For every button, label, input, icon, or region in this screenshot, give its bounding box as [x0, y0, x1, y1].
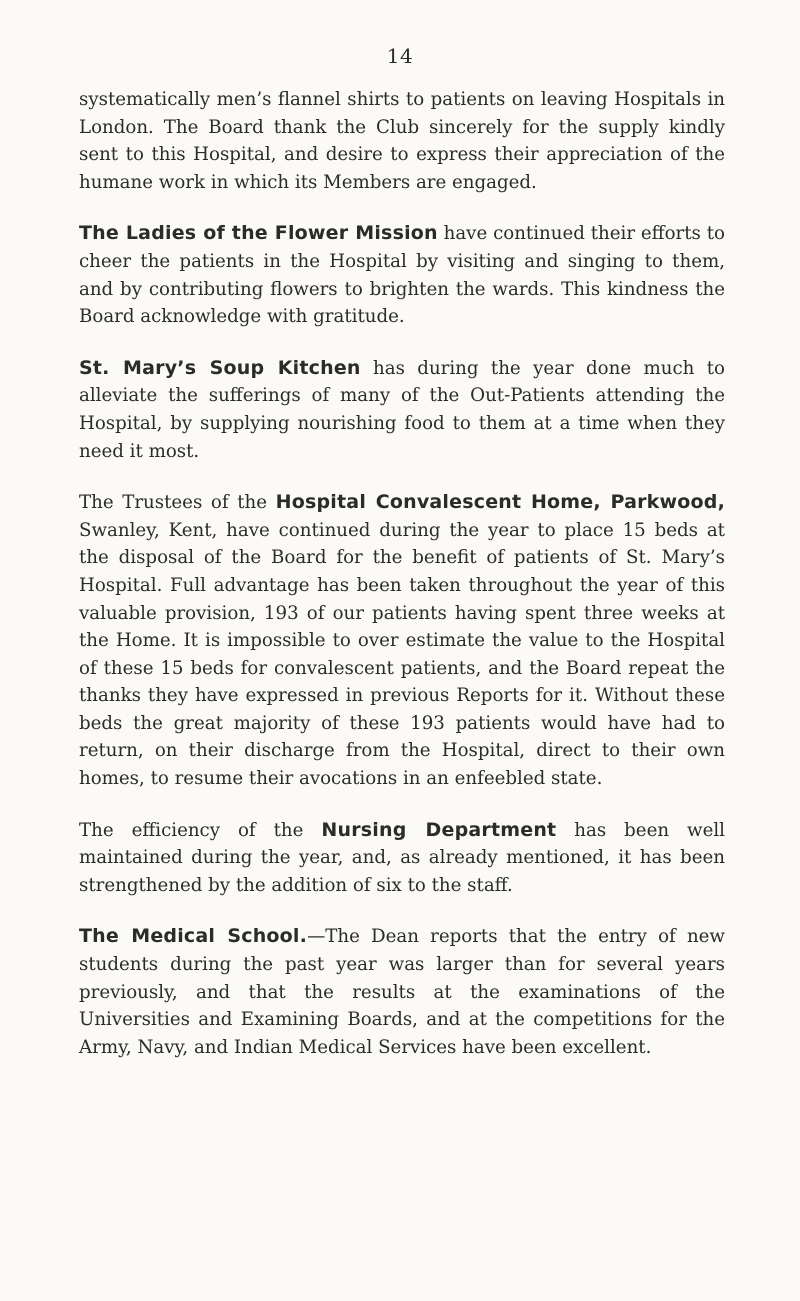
- paragraph-heading: St. Mary’s Soup Kitchen: [79, 356, 361, 379]
- paragraph-flannel-shirts: [79, 86, 725, 196]
- paragraph-heading: Nursing Department: [321, 818, 557, 841]
- paragraph-heading: The Ladies of the Flower Mission: [79, 222, 438, 245]
- paragraph-text: has been well maintained during the year, and, as already mentioned, it has been strengthened by the addition of six to the staff.: [79, 819, 725, 896]
- paragraph-heading: The Medical School.: [79, 925, 308, 948]
- paragraph-text: has during the year done much to alleviate the sufferings of many of the Out-Patients attending the Hospital, by supplying nourishing food to them at a time when they need it most.: [79, 357, 725, 462]
- paragraph-nursing-department: [79, 817, 725, 900]
- paragraph-convalescent-home: [79, 489, 725, 793]
- paragraph-text: —The Dean reports that the entry of new students during the past year was larger than for several years previously, and that the results at the examinations of the Universities and Examining Boards, and at the competitions for the Army, Navy, and Indian Medical Services have been excellent.: [79, 926, 725, 1058]
- paragraph-flower-mission: [79, 220, 725, 330]
- document-body: [79, 86, 725, 1085]
- paragraph-text: systematically men’s flannel shirts to patients on leaving Hospitals in London. The Board thank the Club sincerely for the supply kindly sent to this Hospital, and desire to express their appreciation of the humane work in which its Members are engaged.: [79, 89, 725, 193]
- paragraph-intro: The Trustees of the: [79, 492, 276, 514]
- paragraph-intro: The efficiency of the: [79, 819, 322, 841]
- paragraph-text: have continued their efforts to cheer the patients in the Hospital by visiting and singing to them, and by contributing flowers to brighten the wards. This kindness the Board acknowledge with gratitude.: [79, 223, 725, 328]
- paragraph-text: Swanley, Kent, have continued during the year to place 15 beds at the disposal of the Board for the benefit of patients of St. Mary’s Hospital. Full advantage has been taken throughout the year of this valuable provision, 193 of our patients having spent three weeks at the Home. It is impossible to over estimate the value to the Hospital of these 15 beds for convalescent patients, and the Board repeat the thanks they have expressed in previous Reports for it. Without these beds the great majority of these 193 patients would have had to return, on their discharge from the Hospital, direct to their own homes, to resume their avocations in an enfeebled state.: [79, 519, 725, 790]
- paragraph-soup-kitchen: [79, 355, 725, 465]
- paragraph-heading: Hospital Convalescent Home, Parkwood,: [275, 491, 725, 514]
- page-number: 14: [386, 44, 414, 68]
- paragraph-medical-school: [79, 923, 725, 1061]
